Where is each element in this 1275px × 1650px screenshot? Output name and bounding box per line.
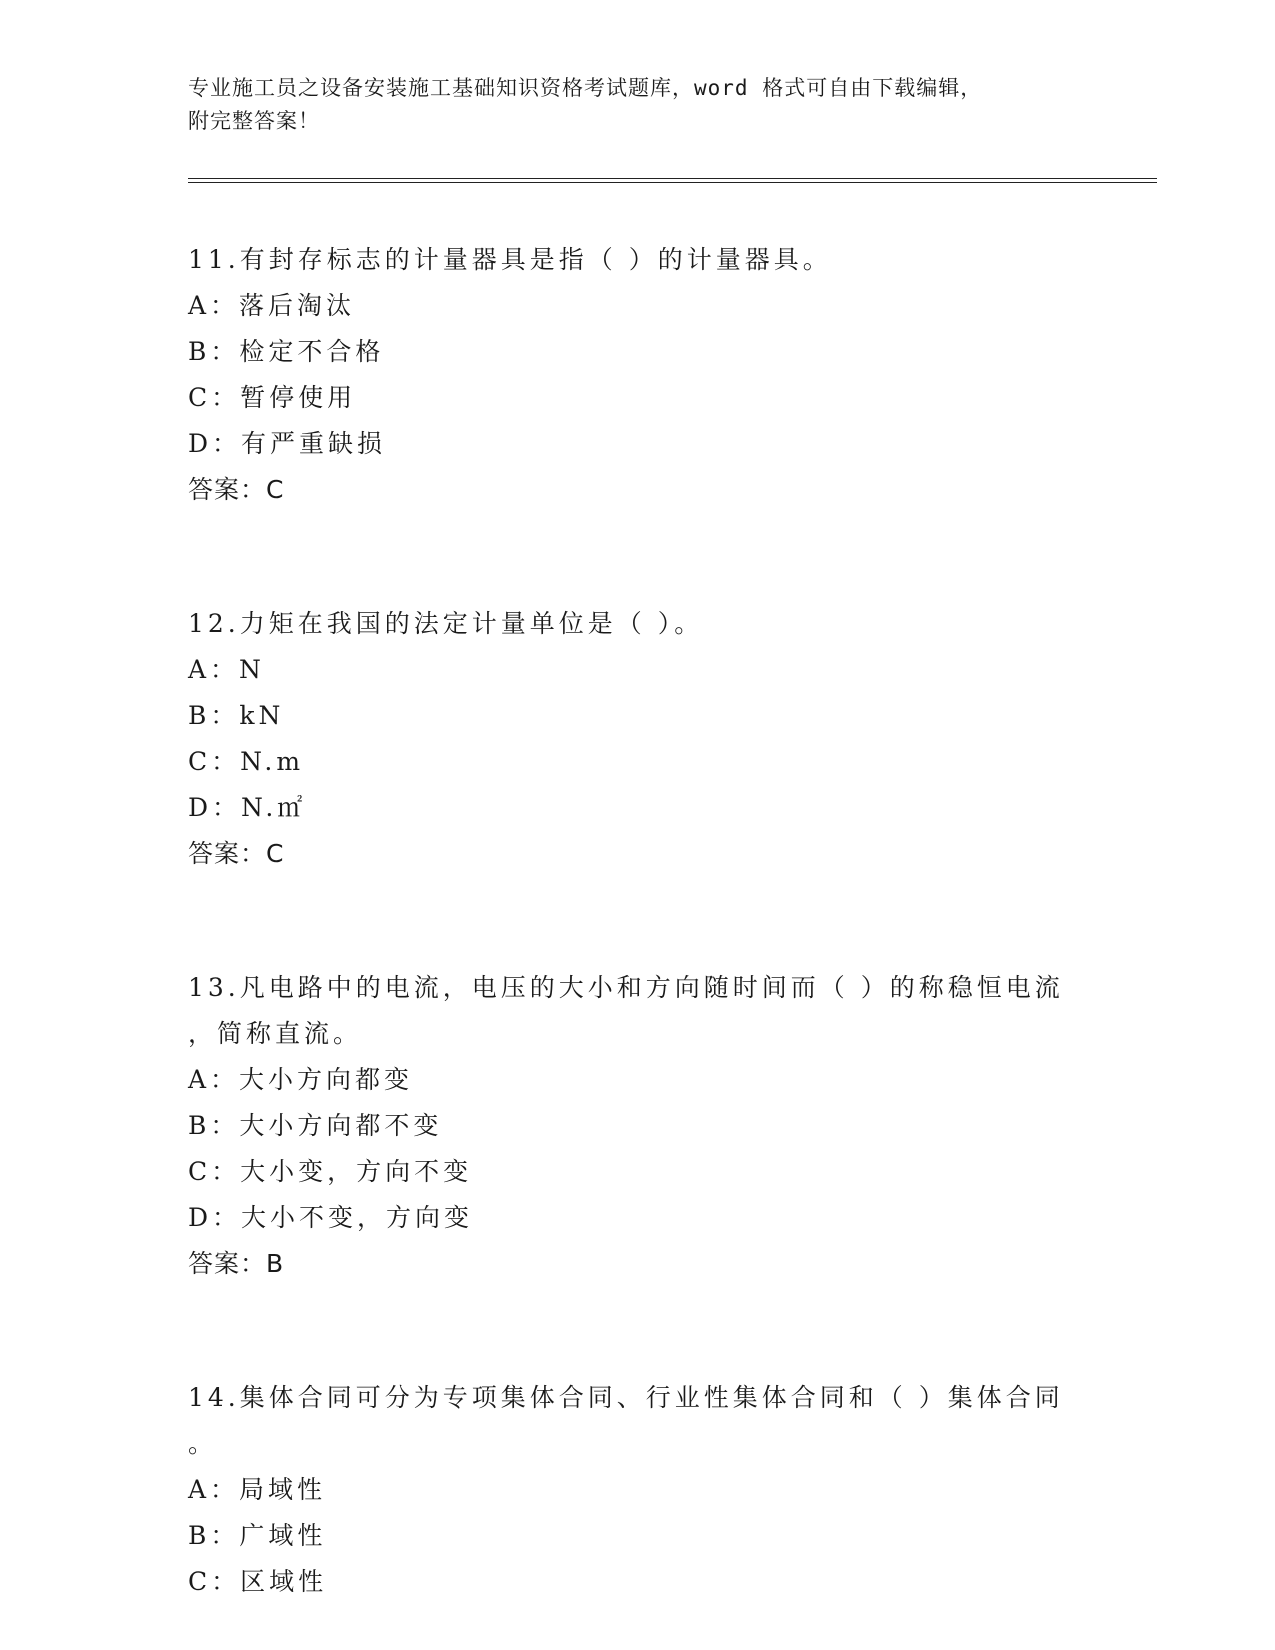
question-block: [188, 237, 1088, 513]
option-b: B：大小方向都不变: [188, 1111, 443, 1140]
question-stem-continuation: 。: [188, 1429, 218, 1458]
question-spacer: [188, 877, 1088, 965]
answer-text: 答案：B: [188, 1249, 285, 1278]
option-c: C：N.m: [188, 747, 305, 776]
option-a: A：局域性: [188, 1475, 327, 1504]
answer-text: 答案：C: [188, 839, 285, 868]
option-d: D：有严重缺损: [188, 429, 387, 458]
question-stem: 11.有封存标志的计量器具是指（ ）的计量器具。: [188, 245, 832, 274]
option-c: C：大小变，方向不变: [188, 1157, 473, 1186]
option-a: A：N: [188, 655, 265, 684]
option-b: B：kN: [188, 701, 285, 730]
question-spacer: [188, 513, 1088, 601]
header-line-2: 附完整答案！: [188, 109, 320, 133]
option-b: B：广域性: [188, 1521, 327, 1550]
document-header: [188, 72, 1068, 138]
question-block: [188, 965, 1088, 1287]
option-d: D：N.㎡: [188, 793, 307, 822]
option-c: C：暂停使用: [188, 383, 357, 412]
option-b: B：检定不合格: [188, 337, 385, 366]
answer-text: 答案：C: [188, 475, 285, 504]
question-stem-continuation: ，简称直流。: [188, 1019, 363, 1048]
option-a: A：落后淘汰: [188, 291, 356, 320]
question-block: [188, 601, 1088, 877]
question-list: [188, 237, 1088, 1605]
option-a: A：大小方向都变: [188, 1065, 414, 1094]
question-spacer: [188, 1287, 1088, 1375]
question-stem: 12.力矩在我国的法定计量单位是（ ）。: [188, 609, 704, 638]
question-block: [188, 1375, 1088, 1605]
question-stem: 13.凡电路中的电流，电压的大小和方向随时间而（ ）的称稳恒电流: [188, 973, 1064, 1002]
header-divider-bottom: [188, 182, 1157, 183]
question-stem: 14.集体合同可分为专项集体合同、行业性集体合同和（ ）集体合同: [188, 1383, 1064, 1412]
header-divider-top: [188, 178, 1157, 179]
option-c: C：区域性: [188, 1567, 328, 1596]
header-line-1: 专业施工员之设备安装施工基础知识资格考试题库，word 格式可自由下载编辑，: [188, 76, 983, 100]
option-d: D：大小不变，方向变: [188, 1203, 474, 1232]
